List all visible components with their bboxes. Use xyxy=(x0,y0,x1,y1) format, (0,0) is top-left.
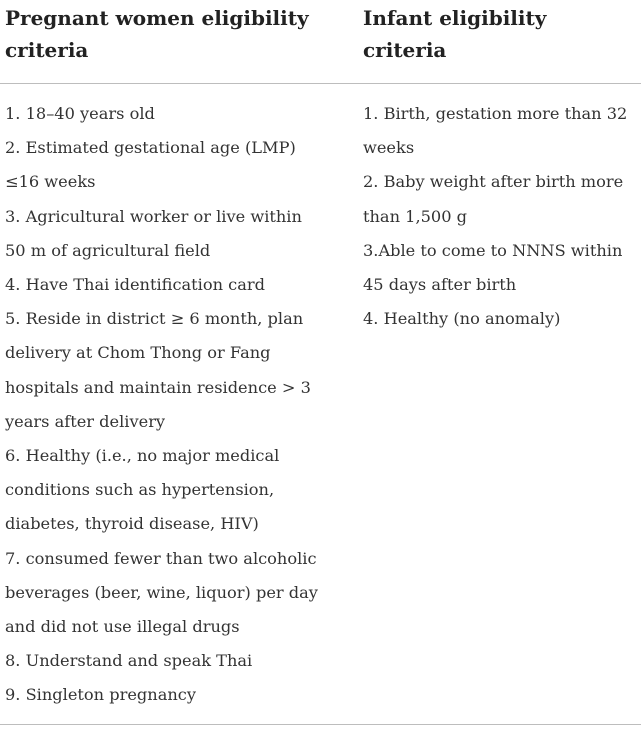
pregnant-criterion-4: 4. Have Thai identification card xyxy=(5,275,265,295)
pregnant-criterion-3: 3. Agricultural worker or live within 50 m of agricultural field xyxy=(5,206,302,260)
infant-criteria-header: Infant eligibility criteria xyxy=(363,6,547,62)
pregnant-criterion-2: 2. Estimated gestational age (LMP) ≤16 weeks xyxy=(5,138,296,192)
infant-criterion-2: 2. Baby weight after birth more than 1,500 g xyxy=(363,172,624,226)
header-divider xyxy=(0,83,641,84)
pregnant-criterion-6: 6. Healthy (i.e., no major medical conditions such as hypertension, diabetes, thyroid disease, HIV) xyxy=(5,446,280,534)
table-bottom-divider xyxy=(0,724,641,725)
pregnant-criterion-7: 7. consumed fewer than two alcoholic beverages (beer, wine, liquor) per day and did not use illegal drugs xyxy=(5,548,318,637)
pregnant-criteria-header: Pregnant women eligibility criteria xyxy=(5,6,309,62)
table-header xyxy=(0,0,641,82)
infant-criterion-3: 3.Able to come to NNNS within 45 days after birth xyxy=(363,240,623,295)
pregnant-criterion-5: 5. Reside in district ≥ 6 month, plan delivery at Chom Thong or Fang hospitals and maintain residence > 3 years after delivery xyxy=(5,309,311,431)
pregnant-criterion-9: 9. Singleton pregnancy xyxy=(5,685,196,705)
infant-criterion-1: 1. Birth, gestation more than 32 weeks xyxy=(363,104,628,158)
infant-criteria-list xyxy=(363,97,635,336)
pregnant-criterion-1: 1. 18–40 years old xyxy=(5,104,155,123)
pregnant-criterion-8: 8. Understand and speak Thai xyxy=(5,651,253,671)
pregnant-criteria-list xyxy=(5,97,325,713)
infant-criterion-4: 4. Healthy (no anomaly) xyxy=(363,309,561,329)
